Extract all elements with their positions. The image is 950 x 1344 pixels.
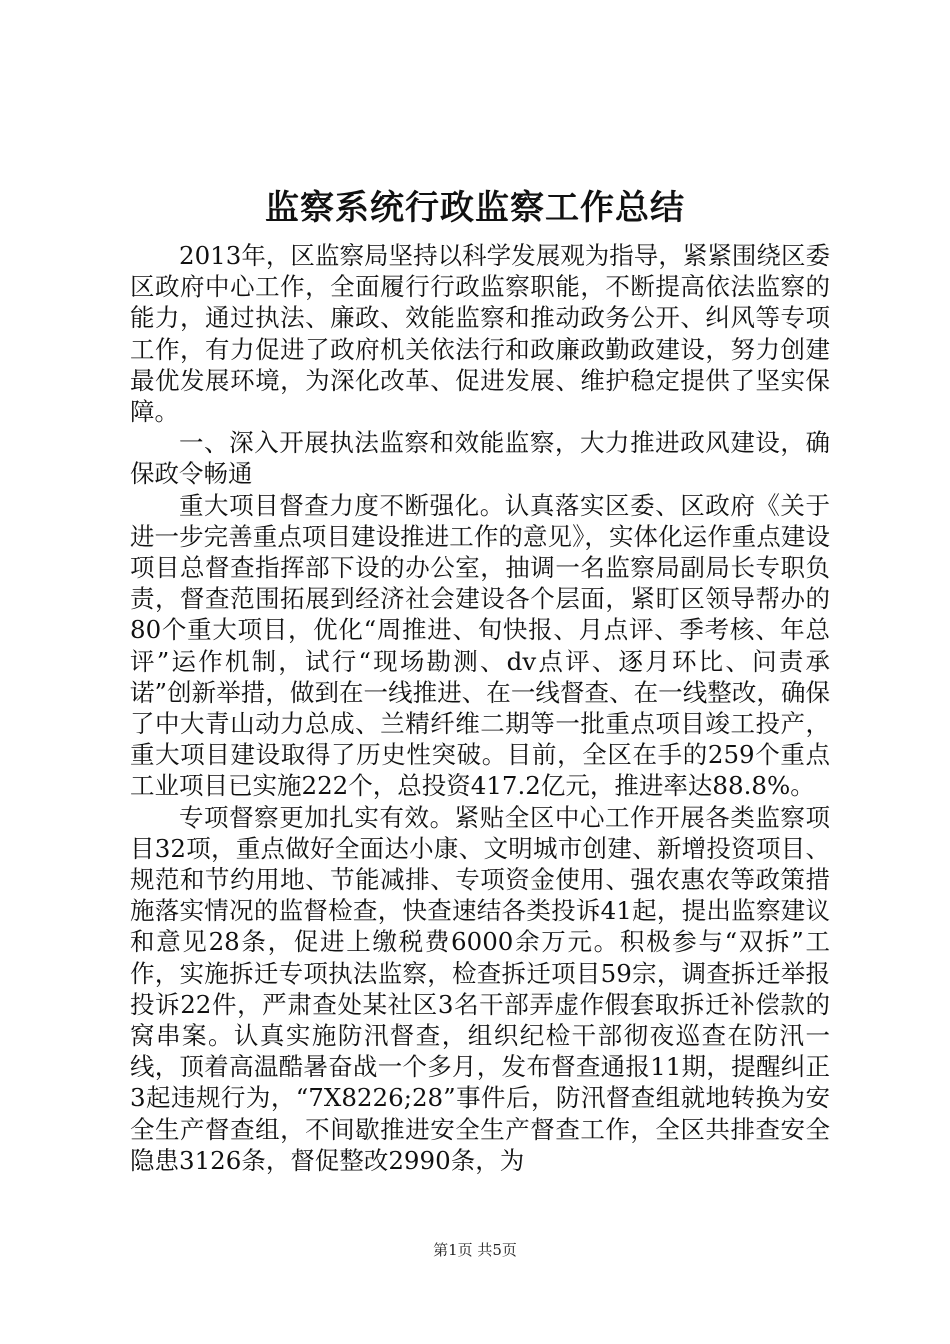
section-heading: 一、深入开展执法监察和效能监察，大力推进政风建设，确保政令畅通 <box>130 428 830 489</box>
document-body <box>130 240 830 1176</box>
document-title: 监察系统行政监察工作总结 <box>265 188 685 228</box>
page-footer: 第1页 共5页 <box>433 1241 517 1259</box>
paragraph-special-supervision: 专项督察更加扎实有效。紧贴全区中心工作开展各类监察项目32项，重点做好全面达小康、文明城市创建、新增投资项目、规范和节约用地、节能减排、专项资金使用、强农惠农等政策措施落实情况的监督检查，快查速结各类投诉41起，提出监察建议和意见28条，促进上缴税费6000余万元。积极参与“双拆”工作，实施拆迁专项执法监察，检查拆迁项目59宗，调查拆迁举报投诉22件，严肃查处某社区3名干部弄虚作假套取拆迁补偿款的窝串案。认真实施防汛督查，组织纪检干部彻夜巡查在防汛一线，顶着高温酷暑奋战一个多月，发布督查通报11期，提醒纠正3起违规行为，“7X8226;28”事件后，防汛督查组就地转换为安全生产督查组，不间歇推进安全生产督查工作，全区共排查安全隐患3126条，督促整改2990条，为 <box>130 802 830 1175</box>
paragraph-intro: 2013年，区监察局坚持以科学发展观为指导，紧紧围绕区委区政府中心工作，全面履行行政监察职能，不断提高依法监察的能力，通过执法、廉政、效能监察和推动政务公开、纠风等专项工作，有力促进了政府机关依法行和政廉政勤政建设，努力创建最优发展环境，为深化改革、促进发展、维护稳定提供了坚实保障。 <box>130 241 830 427</box>
paragraph-major-projects: 重大项目督查力度不断强化。认真落实区委、区政府《关于进一步完善重点项目建设推进工作的意见》，实体化运作重点建设项目总督查指挥部下设的办公室，抽调一名监察局副局长专职负责，督查范围拓展到经济社会建设各个层面，紧盯区领导帮办的80个重大项目，优化“周推进、旬快报、月点评、季考核、年总评”运作机制，试行“现场勘测、dv点评、逐月环比、问责承诺”创新举措，做到在一线推进、在一线督查、在一线整改，确保了中大青山动力总成、兰精纤维二期等一批重点项目竣工投产，重大项目建设取得了历史性突破。目前，全区在手的259个重点工业项目已实施222个，总投资417.2亿元，推进率达88.8%。 <box>130 490 830 801</box>
